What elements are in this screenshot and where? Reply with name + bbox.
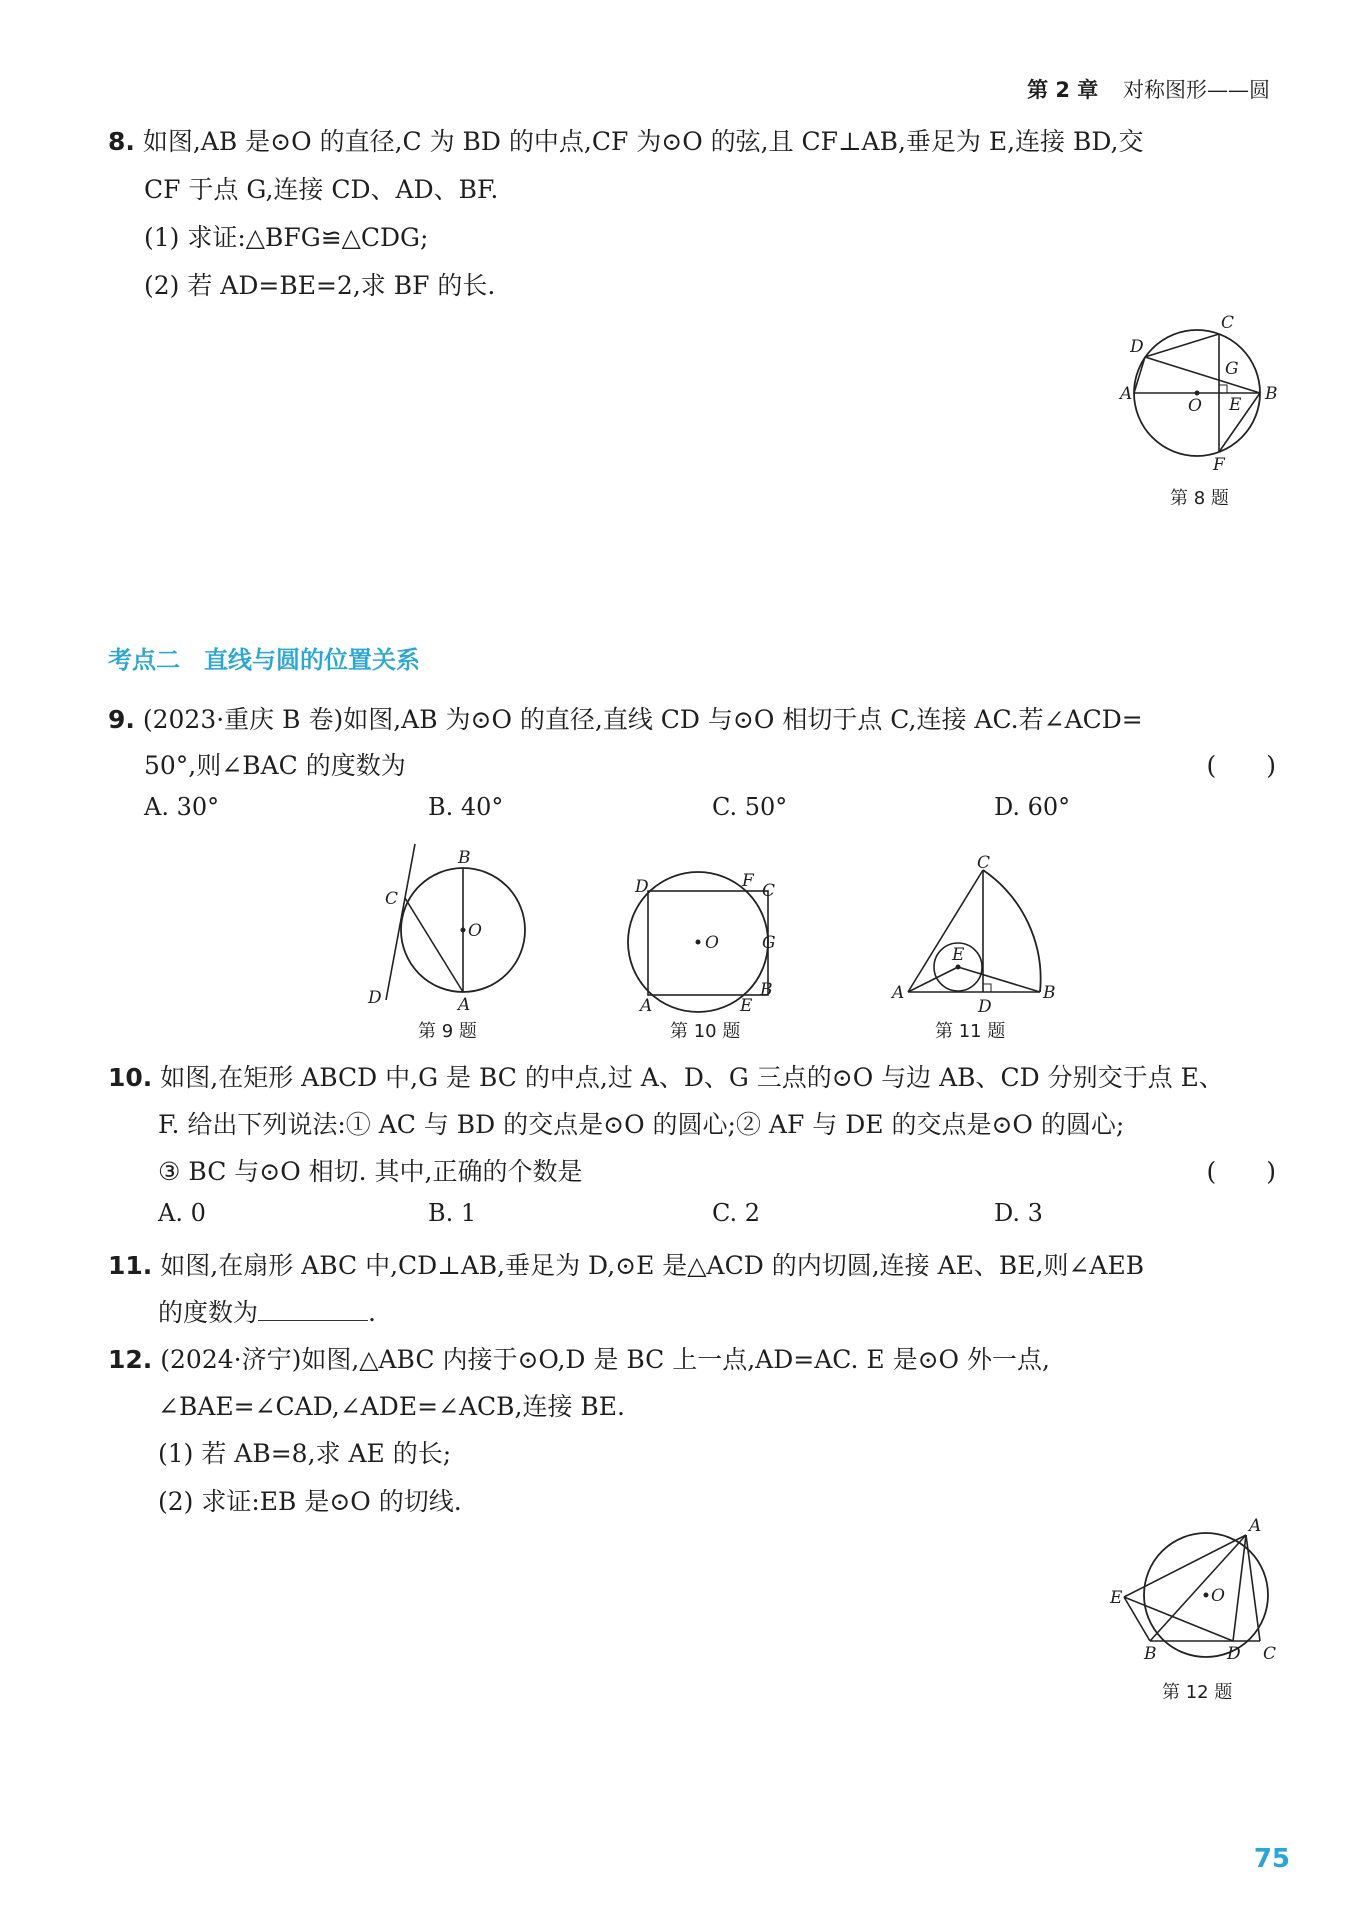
q9-option-c: C. 50°	[712, 793, 788, 821]
q12-number: 12.	[108, 1345, 153, 1374]
q9-label-o: O	[468, 921, 482, 941]
q8-number: 8.	[108, 127, 135, 156]
q8-label-e: E	[1229, 395, 1242, 415]
q8-label-f: F	[1213, 455, 1225, 475]
q9-label-a: A	[458, 995, 471, 1015]
q12-figure	[1110, 1515, 1280, 1675]
section-heading: 考点二 直线与圆的位置关系	[108, 646, 420, 674]
q11-line1	[108, 1246, 1144, 1282]
q12-caption: 第 12 题	[1162, 1682, 1233, 1703]
q10-option-c: C. 2	[712, 1199, 761, 1227]
q10-label-d: D	[635, 877, 649, 897]
q9-caption: 第 9 题	[418, 1021, 477, 1042]
q8-line1	[108, 122, 1143, 158]
q10-line1	[108, 1058, 1224, 1094]
q10-answer-paren: ( )	[1206, 1157, 1276, 1186]
q11-line2	[158, 1293, 376, 1329]
q11-center-dot	[956, 965, 961, 970]
q9-line2: 50°,则∠BAC 的度数为	[144, 751, 406, 780]
q11-text1: 如图,在扇形 ABC 中,CD⊥AB,垂足为 D,⊙E 是△ACD 的内切圆,连接 AE、BE,则∠AEB	[160, 1251, 1145, 1280]
chapter-title: 对称图形——圆	[1123, 78, 1270, 102]
q8-line2: CF 于点 G,连接 CD、AD、BF.	[144, 175, 499, 204]
q10-line2: F. 给出下列说法:① AC 与 BD 的交点是⊙O 的圆心;② AF 与 DE 的交点是⊙O 的圆心;	[158, 1110, 1125, 1139]
q12-label-d: D	[1227, 1644, 1241, 1664]
q9-label-d: D	[368, 988, 382, 1008]
q8-label-d: D	[1130, 337, 1144, 357]
q9-center-dot	[461, 928, 466, 933]
q9-answer-paren: ( )	[1206, 751, 1276, 780]
page-number: 75	[1253, 1844, 1290, 1874]
chapter-label: 第 2 章	[1027, 78, 1099, 102]
q9-number: 9.	[108, 705, 135, 734]
q12-label-a: A	[1249, 1516, 1262, 1536]
q9-line1	[108, 700, 1143, 736]
q8-center-dot	[1195, 391, 1200, 396]
q12-label-e: E	[1110, 1588, 1123, 1608]
q10-label-a: A	[640, 996, 653, 1016]
q9-option-a: A. 30°	[144, 793, 220, 821]
q11-label-c: C	[977, 853, 991, 873]
q8-label-a: A	[1120, 384, 1133, 404]
page-header	[1027, 74, 1270, 104]
q10-figure	[625, 870, 785, 1030]
q8-label-c: C	[1221, 313, 1235, 333]
q11-right-angle	[983, 984, 991, 992]
q11-answer-blank[interactable]	[258, 1300, 368, 1321]
q9-text1: (2023·重庆 B 卷)如图,AB 为⊙O 的直径,直线 CD 与⊙O 相切于点 C,连接 AC.若∠ACD=	[142, 705, 1143, 734]
q9-label-c: C	[385, 889, 399, 909]
q11-label-e: E	[952, 945, 965, 965]
q12-line2: ∠BAE=∠CAD,∠ADE=∠ACB,连接 BE.	[158, 1392, 626, 1421]
q11-period: .	[368, 1298, 376, 1327]
q12-line-ae	[1124, 1535, 1246, 1597]
q8-part2: (2) 若 AD=BE=2,求 BF 的长.	[144, 271, 496, 300]
q12-text1: (2024·济宁)如图,△ABC 内接于⊙O,D 是 BC 上一点,AD=AC. E 是⊙O 外一点,	[160, 1345, 1050, 1374]
q12-line-ab	[1150, 1535, 1246, 1641]
q10-label-g: G	[762, 933, 776, 953]
q12-label-c: C	[1263, 1644, 1277, 1664]
q9-option-b: B. 40°	[428, 793, 504, 821]
q9-label-b: B	[458, 848, 471, 868]
q11-arc-bc	[983, 870, 1041, 992]
q11-number: 11.	[108, 1251, 153, 1280]
q12-line-ac	[1246, 1535, 1260, 1641]
q10-label-b: B	[760, 980, 773, 1000]
q8-right-angle	[1219, 385, 1227, 393]
q9-line-ac	[405, 898, 463, 992]
q12-label-o: O	[1211, 1586, 1225, 1606]
q10-center-dot	[696, 940, 701, 945]
q10-option-b: B. 1	[428, 1199, 477, 1227]
q9-option-d: D. 60°	[994, 793, 1071, 821]
q10-label-o: O	[705, 933, 719, 953]
q12-line-be	[1124, 1597, 1150, 1641]
q8-part1: (1) 求证:△BFG≌△CDG;	[144, 223, 429, 252]
q11-label-d: D	[978, 997, 992, 1017]
q12-center-dot	[1204, 1593, 1209, 1598]
q12-part2: (2) 求证:EB 是⊙O 的切线.	[158, 1487, 462, 1516]
q10-label-e: E	[740, 996, 753, 1016]
q12-label-b: B	[1144, 1644, 1157, 1664]
q8-caption: 第 8 题	[1170, 488, 1229, 509]
q9-figure	[360, 840, 530, 1015]
q8-line-ad	[1134, 357, 1145, 393]
q8-text1: 如图,AB 是⊙O 的直径,C 为 BD 的中点,CF 为⊙O 的弦,且 CF⊥AB,垂足为 E,连接 BD,交	[142, 127, 1144, 156]
q11-text2: 的度数为	[158, 1298, 259, 1327]
q12-part1: (1) 若 AB=8,求 AE 的长;	[158, 1439, 452, 1468]
q10-option-a: A. 0	[158, 1199, 206, 1227]
q10-number: 10.	[108, 1063, 153, 1092]
q10-label-f: F	[742, 871, 754, 891]
q11-label-a: A	[892, 983, 905, 1003]
q8-label-b: B	[1265, 384, 1278, 404]
q8-label-o: O	[1188, 396, 1202, 416]
q10-text1: 如图,在矩形 ABCD 中,G 是 BC 的中点,过 A、D、G 三点的⊙O 与边 AB、CD 分别交于点 E、	[160, 1063, 1224, 1092]
q11-caption: 第 11 题	[935, 1021, 1006, 1042]
q10-option-d: D. 3	[994, 1199, 1043, 1227]
q12-line1	[108, 1340, 1050, 1376]
q11-label-b: B	[1043, 983, 1056, 1003]
q9-tangent-cd	[386, 844, 415, 1000]
q10-caption: 第 10 题	[670, 1021, 741, 1042]
q11-figure	[890, 853, 1060, 1022]
q10-line3: ③ BC 与⊙O 相切. 其中,正确的个数是	[158, 1157, 583, 1186]
q8-line-bd	[1145, 357, 1260, 393]
q10-label-c: C	[762, 881, 776, 901]
q8-figure	[1120, 313, 1280, 478]
q8-label-g: G	[1225, 359, 1239, 379]
q12-line-ad	[1233, 1535, 1246, 1641]
